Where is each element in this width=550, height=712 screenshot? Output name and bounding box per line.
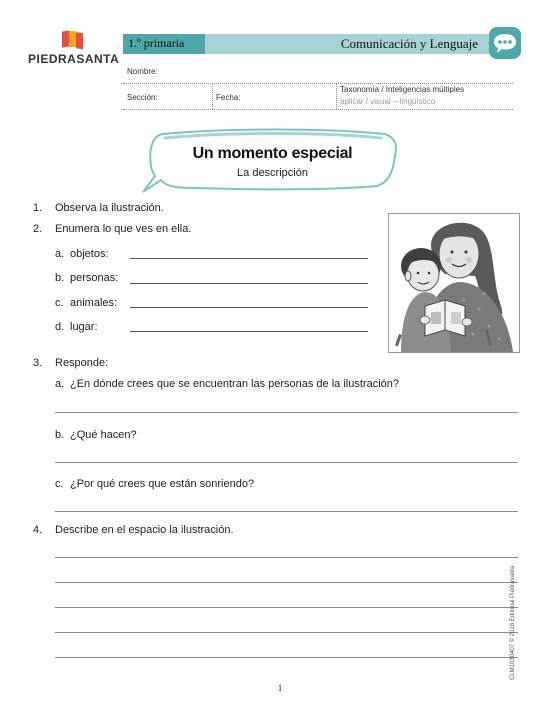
piedrasanta-logo-icon — [60, 26, 86, 52]
chat-bubble-icon — [488, 26, 522, 60]
mother-and-child-reading-illustration — [388, 213, 520, 353]
question-number: 4. — [33, 524, 43, 536]
question-3 — [33, 357, 108, 369]
answer-line-animales[interactable] — [130, 307, 368, 308]
grade-label: 1.º primaria — [128, 36, 185, 50]
logo-text: PIEDRASANTA — [28, 52, 120, 66]
question-number: 3. — [33, 357, 43, 369]
question-text: Enumera lo que ves en ella. — [55, 223, 192, 235]
answer-line-q3c[interactable] — [55, 511, 518, 512]
answer-line-q4-3[interactable] — [55, 607, 518, 608]
q2-item-d: d. lugar: — [55, 321, 98, 333]
question-number: 2. — [33, 223, 43, 235]
answer-line-personas[interactable] — [130, 283, 368, 284]
worksheet-title: Un momento especial — [192, 145, 353, 162]
answer-line-objetos[interactable] — [130, 258, 368, 259]
seccion-label: Sección: — [127, 93, 158, 102]
taxonomia-value: aplicar / visual – lingüístico — [340, 97, 436, 106]
worksheet-subtitle: La descripción — [237, 167, 308, 179]
page-number: 1 — [277, 683, 283, 693]
answer-line-q3b[interactable] — [55, 462, 518, 463]
answer-line-q3a[interactable] — [55, 412, 518, 413]
answer-line-q4-1[interactable] — [55, 557, 518, 558]
question-text: Observa la ilustración. — [55, 202, 164, 214]
q3-item-c: c. ¿Por qué crees que están sonriendo? — [55, 478, 255, 490]
q3-item-b: b. ¿Qué hacen? — [55, 429, 137, 441]
taxonomia-label: Taxonomía / Inteligencias múltiples — [340, 85, 465, 94]
q3-item-a: a. ¿En dónde crees que se encuentran las personas de la ilustración? — [55, 378, 399, 390]
answer-line-lugar[interactable] — [130, 331, 368, 332]
question-2 — [33, 223, 191, 235]
q2-item-b: b. personas: — [55, 272, 119, 284]
fecha-label: Fecha: — [216, 93, 241, 102]
answer-line-q4-2[interactable] — [55, 582, 518, 583]
question-text: Describe en el espacio la ilustración. — [55, 524, 234, 536]
divider — [123, 83, 513, 84]
q2-item-a: a. objetos: — [55, 248, 109, 260]
copyright-notice: CLM1030407 © 2018 Editorial Piedrasanta — [510, 565, 516, 680]
answer-line-q4-4[interactable] — [55, 632, 518, 633]
subject-label: Comunicación y Lenguaje — [340, 36, 478, 51]
divider — [123, 109, 513, 110]
question-text: Responde: — [55, 357, 109, 369]
question-4 — [33, 524, 234, 536]
divider — [212, 83, 213, 109]
q2-item-c: c. animales: — [55, 297, 118, 309]
question-1 — [33, 202, 164, 214]
answer-line-q4-5[interactable] — [55, 657, 518, 658]
divider — [336, 83, 337, 109]
nombre-label: Nombre: — [127, 67, 158, 76]
question-number: 1. — [33, 202, 43, 214]
